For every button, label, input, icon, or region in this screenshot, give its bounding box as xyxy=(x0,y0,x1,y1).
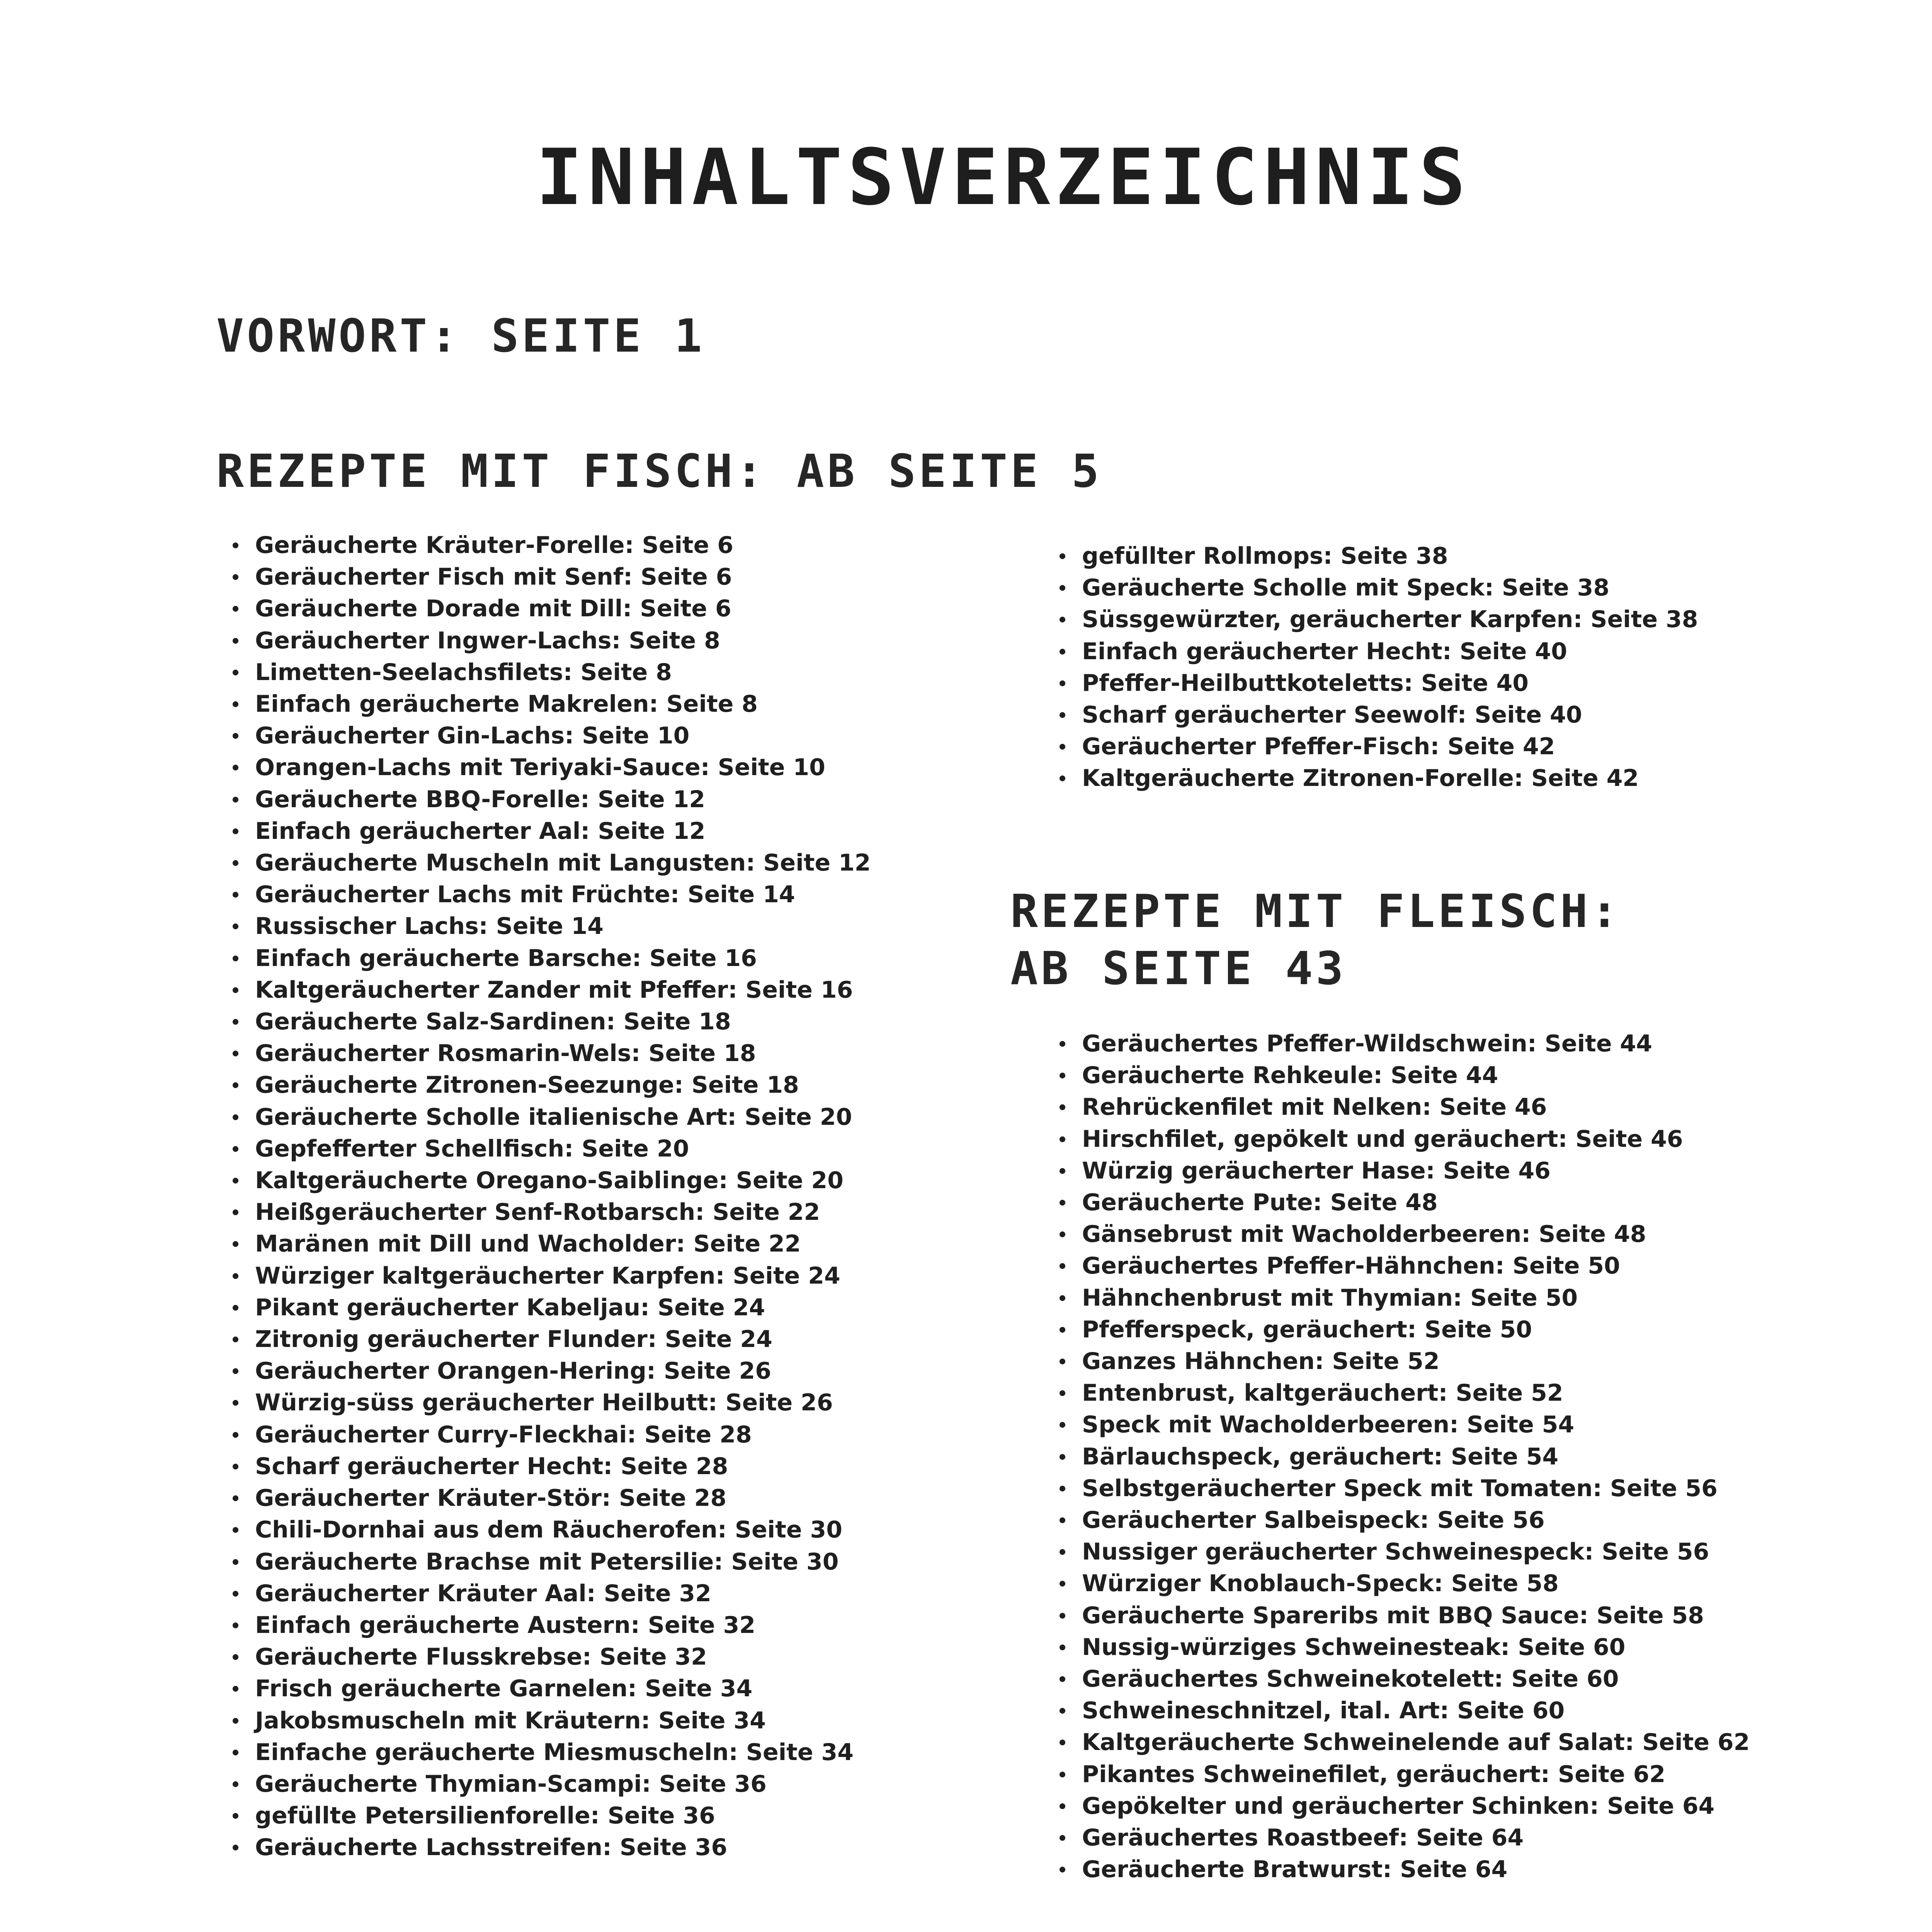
toc-entry-text: Scharf geräucherter Hecht: Seite 28 xyxy=(255,1452,728,1480)
fleisch-heading-line2: AB SEITE 43 xyxy=(1010,941,1347,995)
toc-entry xyxy=(224,1165,871,1196)
toc-entry-text: Gepökelter und geräucherter Schinken: Seite 64 xyxy=(1082,1792,1715,1820)
toc-entry xyxy=(224,974,871,1006)
toc-entry xyxy=(224,720,871,752)
toc-entry-text: Geräucherte Muscheln mit Langusten: Seite 12 xyxy=(255,849,871,877)
toc-entry-text: Geräucherter Curry-Fleckhai: Seite 28 xyxy=(255,1421,752,1448)
toc-entry xyxy=(224,1260,871,1292)
toc-entry xyxy=(224,1673,871,1704)
bullet-icon xyxy=(1060,1772,1065,1777)
toc-entry-text: Nussiger geräucherter Schweinespeck: Seite 56 xyxy=(1082,1538,1709,1566)
bullet-icon xyxy=(233,1305,238,1311)
bullet-icon xyxy=(1060,680,1065,686)
toc-entry xyxy=(224,656,871,688)
toc-entry xyxy=(224,1228,871,1260)
toc-entry xyxy=(224,1133,871,1165)
toc-entry-text: Geräucherte Pute: Seite 48 xyxy=(1082,1189,1438,1216)
toc-entry xyxy=(224,1292,871,1323)
toc-entry-text: Entenbrust, kaltgeräuchert: Seite 52 xyxy=(1082,1379,1563,1407)
toc-entry xyxy=(1051,1314,1750,1345)
toc-entry xyxy=(224,1006,871,1037)
bullet-icon xyxy=(233,1368,238,1374)
bullet-icon xyxy=(233,670,238,675)
bullet-icon xyxy=(233,1178,238,1184)
toc-entry xyxy=(1051,1409,1750,1440)
toc-entry-text: Scharf geräucherter Seewolf: Seite 40 xyxy=(1082,701,1582,729)
bullet-icon xyxy=(233,574,238,580)
bullet-icon xyxy=(233,1654,238,1660)
fisch-list-right xyxy=(1051,540,1698,794)
toc-entry-text: Geräucherter Salbeispeck: Seite 56 xyxy=(1082,1507,1545,1534)
toc-entry-text: Geräucherter Orangen-Hering: Seite 26 xyxy=(255,1357,772,1385)
toc-entry-text: Geräucherte Spareribs mit BBQ Sauce: Seite 58 xyxy=(1082,1602,1704,1629)
toc-entry xyxy=(224,1355,871,1387)
toc-entry xyxy=(224,1419,871,1451)
toc-entry-text: Kaltgeräucherte Zitronen-Forelle: Seite 42 xyxy=(1082,765,1639,792)
bullet-icon xyxy=(1060,1041,1065,1047)
bullet-icon xyxy=(1060,1073,1065,1078)
toc-entry-text: Würziger kaltgeräucherter Karpfen: Seite 24 xyxy=(255,1262,840,1289)
toc-entry-text: Würziger Knoblauch-Speck: Seite 58 xyxy=(1082,1570,1559,1597)
toc-entry-text: Geräucherter Fisch mit Senf: Seite 6 xyxy=(255,563,732,591)
toc-entry-text: gefüllter Rollmops: Seite 38 xyxy=(1082,543,1448,570)
toc-entry-text: Geräucherte Thymian-Scampi: Seite 36 xyxy=(255,1770,767,1798)
toc-entry xyxy=(1051,1091,1750,1123)
toc-entry-text: Hirschfilet, gepökelt und geräuchert: Seite 46 xyxy=(1082,1125,1683,1153)
toc-entry-text: Geräucherte Scholle mit Speck: Seite 38 xyxy=(1082,574,1610,602)
toc-entry xyxy=(1051,1663,1750,1695)
toc-entry-text: Pikant geräucherter Kabeljau: Seite 24 xyxy=(255,1294,765,1321)
toc-entry xyxy=(1051,1218,1750,1250)
toc-entry xyxy=(224,1387,871,1418)
toc-entry xyxy=(1051,1504,1750,1536)
toc-entry-text: Geräucherter Lachs mit Früchte: Seite 14 xyxy=(255,881,795,908)
bullet-icon xyxy=(233,1622,238,1628)
toc-entry-text: Zitronig geräucherter Flunder: Seite 24 xyxy=(255,1326,772,1353)
toc-entry xyxy=(224,784,871,815)
toc-entry-text: Einfach geräucherter Hecht: Seite 40 xyxy=(1082,638,1567,665)
toc-entry-text: Kaltgeräucherte Schweinelende auf Salat: Seite 62 xyxy=(1082,1729,1750,1756)
toc-entry xyxy=(224,1832,871,1863)
fleisch-heading-line1: REZEPTE MIT FLEISCH: xyxy=(1010,884,1621,938)
toc-entry-text: Russischer Lachs: Seite 14 xyxy=(255,913,604,940)
toc-entry xyxy=(224,1800,871,1832)
toc-entry-text: Limetten-Seelachsfilets: Seite 8 xyxy=(255,658,672,686)
bullet-icon xyxy=(233,1400,238,1406)
bullet-icon xyxy=(233,1781,238,1787)
toc-entry-text: Gänsebrust mit Wacholderbeeren: Seite 48 xyxy=(1082,1221,1646,1248)
bullet-icon xyxy=(1060,776,1065,781)
toc-entry-text: Geräucherter Ingwer-Lachs: Seite 8 xyxy=(255,627,720,654)
toc-entry-text: Geräucherte Kräuter-Forelle: Seite 6 xyxy=(255,532,733,559)
toc-entry xyxy=(1051,1441,1750,1473)
bullet-icon xyxy=(233,1082,238,1088)
toc-entry-text: Einfach geräucherte Austern: Seite 32 xyxy=(255,1611,755,1639)
bullet-icon xyxy=(233,638,238,644)
bullet-icon xyxy=(1060,649,1065,655)
bullet-icon xyxy=(233,1591,238,1597)
bullet-icon xyxy=(233,1019,238,1025)
toc-entry xyxy=(224,529,871,561)
toc-entry xyxy=(1051,1155,1750,1187)
toc-entry xyxy=(1051,1695,1750,1726)
toc-entry-text: Geräuchertes Roastbeef: Seite 64 xyxy=(1082,1824,1524,1852)
toc-entry-text: Pfeffer-Heilbuttkoteletts: Seite 40 xyxy=(1082,669,1529,697)
bullet-icon xyxy=(233,956,238,961)
toc-entry-text: Würzig-süss geräucherter Heilbutt: Seite 26 xyxy=(255,1389,833,1417)
toc-entry-text: Geräucherte Flusskrebse: Seite 32 xyxy=(255,1643,707,1671)
bullet-icon xyxy=(233,1845,238,1850)
toc-entry-text: Geräucherte Zitronen-Seezunge: Seite 18 xyxy=(255,1071,799,1099)
toc-entry-text: Speck mit Wacholderbeeren: Seite 54 xyxy=(1082,1411,1575,1439)
toc-entry-text: Geräucherte Scholle italienische Art: Seite 20 xyxy=(255,1103,852,1131)
bullet-icon xyxy=(1060,1390,1065,1396)
toc-entry xyxy=(224,752,871,783)
toc-entry-text: Heißgeräucherter Senf-Rotbarsch: Seite 22 xyxy=(255,1199,820,1226)
bullet-icon xyxy=(233,1114,238,1120)
fisch-list-left xyxy=(224,529,871,1864)
toc-entry xyxy=(224,1037,871,1069)
toc-entry-text: Orangen-Lachs mit Teriyaki-Sauce: Seite 10 xyxy=(255,754,825,781)
toc-entry xyxy=(224,910,871,942)
toc-entry xyxy=(224,1514,871,1546)
bullet-icon xyxy=(1060,553,1065,559)
bullet-icon xyxy=(1060,585,1065,591)
toc-entry xyxy=(224,1736,871,1768)
toc-entry xyxy=(1051,1568,1750,1599)
fleisch-section-heading xyxy=(1010,883,1621,997)
toc-entry xyxy=(224,1196,871,1228)
toc-entry xyxy=(1051,1854,1750,1885)
bullet-icon xyxy=(233,797,238,803)
toc-entry-text: Geräucherte Salz-Sardinen: Seite 18 xyxy=(255,1008,731,1036)
toc-entry xyxy=(224,593,871,624)
toc-entry xyxy=(1051,1822,1750,1854)
toc-entry-text: Hähnchenbrust mit Thymian: Seite 50 xyxy=(1082,1284,1578,1311)
toc-entry xyxy=(224,1768,871,1800)
bullet-icon xyxy=(233,1051,238,1056)
toc-entry-text: Schweineschnitzel, ital. Art: Seite 60 xyxy=(1082,1697,1565,1725)
toc-entry-text: Pikantes Schweinefilet, geräuchert: Seite 62 xyxy=(1082,1760,1666,1788)
bullet-icon xyxy=(1060,1676,1065,1682)
toc-entry xyxy=(224,847,871,879)
bullet-icon xyxy=(233,701,238,707)
bullet-icon xyxy=(1060,1581,1065,1587)
toc-entry-text: Jakobsmuscheln mit Kräutern: Seite 34 xyxy=(255,1707,766,1734)
bullet-icon xyxy=(233,828,238,834)
bullet-icon xyxy=(1060,1263,1065,1269)
fisch-section-heading: REZEPTE MIT FISCH: AB SEITE 5 xyxy=(216,444,1102,498)
toc-entry xyxy=(224,942,871,974)
toc-entry-text: Geräucherte Bratwurst: Seite 64 xyxy=(1082,1856,1508,1883)
toc-entry-text: Geräuchertes Pfeffer-Wildschwein: Seite 44 xyxy=(1082,1030,1652,1057)
bullet-icon xyxy=(1060,1168,1065,1174)
bullet-icon xyxy=(1060,1327,1065,1333)
toc-entry xyxy=(224,561,871,593)
toc-entry-text: Geräucherte Brachse mit Petersilie: Seite 30 xyxy=(255,1548,839,1575)
toc-entry-text: Einfach geräucherte Barsche: Seite 16 xyxy=(255,944,757,972)
toc-entry xyxy=(224,815,871,847)
bullet-icon xyxy=(233,1686,238,1692)
bullet-icon xyxy=(233,1718,238,1724)
fleisch-list xyxy=(1051,1028,1750,1885)
toc-entry-text: Einfach geräucherter Aal: Seite 12 xyxy=(255,817,706,845)
bullet-icon xyxy=(1060,1867,1065,1872)
toc-entry xyxy=(1051,1600,1750,1631)
toc-entry-text: Nussig-würziges Schweinesteak: Seite 60 xyxy=(1082,1633,1626,1661)
toc-entry-text: Pfefferspeck, geräuchert: Seite 50 xyxy=(1082,1316,1532,1343)
bullet-icon xyxy=(1060,744,1065,750)
toc-entry xyxy=(1051,762,1698,794)
toc-entry xyxy=(224,688,871,720)
toc-entry xyxy=(1051,1726,1750,1758)
toc-entry-text: Einfach geräucherte Makrelen: Seite 8 xyxy=(255,690,758,718)
bullet-icon xyxy=(233,1813,238,1819)
bullet-icon xyxy=(1060,617,1065,622)
toc-entry-text: Einfache geräucherte Miesmuscheln: Seite 34 xyxy=(255,1738,854,1766)
bullet-icon xyxy=(233,1527,238,1533)
toc-entry-text: Selbstgeräucherter Speck mit Tomaten: Seite 56 xyxy=(1082,1475,1718,1502)
bullet-icon xyxy=(233,606,238,612)
toc-entry xyxy=(1051,1060,1750,1091)
bullet-icon xyxy=(1060,1645,1065,1650)
bullet-icon xyxy=(233,987,238,993)
bullet-icon xyxy=(1060,1613,1065,1619)
toc-entry xyxy=(224,1641,871,1673)
bullet-icon xyxy=(1060,1359,1065,1364)
toc-entry-text: Chili-Dornhai aus dem Räucherofen: Seite 30 xyxy=(255,1516,843,1544)
bullet-icon xyxy=(233,733,238,739)
bullet-icon xyxy=(1060,1517,1065,1523)
bullet-icon xyxy=(233,1337,238,1342)
bullet-icon xyxy=(233,1273,238,1279)
toc-entry-text: Bärlauchspeck, geräuchert: Seite 54 xyxy=(1082,1443,1559,1470)
bullet-icon xyxy=(233,1495,238,1501)
toc-entry-text: Ganzes Hähnchen: Seite 52 xyxy=(1082,1348,1440,1375)
toc-entry-text: Frisch geräucherte Garnelen: Seite 34 xyxy=(255,1675,753,1702)
bullet-icon xyxy=(233,1559,238,1565)
toc-entry-text: Geräucherte Lachsstreifen: Seite 36 xyxy=(255,1834,728,1861)
bullet-icon xyxy=(1060,1549,1065,1555)
toc-entry xyxy=(1051,1377,1750,1409)
toc-entry-text: Geräucherter Rosmarin-Wels: Seite 18 xyxy=(255,1040,756,1067)
toc-entry-text: Kaltgeräucherte Oregano-Saiblinge: Seite 20 xyxy=(255,1167,844,1194)
bullet-icon xyxy=(1060,1104,1065,1110)
toc-entry xyxy=(1051,731,1698,762)
toc-entry xyxy=(1051,1631,1750,1663)
toc-entry-text: Kaltgeräucherter Zander mit Pfeffer: Seite 16 xyxy=(255,976,853,1003)
bullet-icon xyxy=(1060,1422,1065,1428)
toc-entry-text: Geräucherte Rehkeule: Seite 44 xyxy=(1082,1062,1498,1089)
toc-entry-text: gefüllte Petersilienforelle: Seite 36 xyxy=(255,1802,715,1830)
bullet-icon xyxy=(233,860,238,866)
toc-entry-text: Geräucherter Gin-Lachs: Seite 10 xyxy=(255,722,690,750)
toc-entry-text: Maränen mit Dill und Wacholder: Seite 22 xyxy=(255,1230,801,1258)
bullet-icon xyxy=(233,1464,238,1469)
bullet-icon xyxy=(1060,1486,1065,1492)
toc-entry-text: Geräucherter Pfeffer-Fisch: Seite 42 xyxy=(1082,733,1555,760)
bullet-icon xyxy=(233,1209,238,1215)
toc-entry-text: Geräuchertes Schweinekotelett: Seite 60 xyxy=(1082,1665,1619,1693)
toc-entry xyxy=(1051,1345,1750,1377)
toc-entry xyxy=(1051,1250,1750,1282)
bullet-icon xyxy=(233,765,238,770)
toc-entry xyxy=(224,1546,871,1578)
vorwort-heading: VORWORT: SEITE 1 xyxy=(216,309,705,362)
bullet-icon xyxy=(233,892,238,898)
bullet-icon xyxy=(1060,1835,1065,1841)
toc-entry xyxy=(1051,1536,1750,1568)
toc-entry xyxy=(224,1451,871,1482)
bullet-icon xyxy=(233,1432,238,1438)
bullet-icon xyxy=(1060,1454,1065,1460)
toc-entry xyxy=(224,1482,871,1514)
toc-entry xyxy=(1051,1473,1750,1504)
bullet-icon xyxy=(1060,1740,1065,1745)
toc-entry xyxy=(1051,1187,1750,1218)
toc-entry-text: Süssgewürzter, geräucherter Karpfen: Seite 38 xyxy=(1082,606,1698,633)
toc-entry-text: Rehrückenfilet mit Nelken: Seite 46 xyxy=(1082,1094,1547,1121)
toc-entry xyxy=(224,625,871,656)
toc-entry xyxy=(1051,572,1698,604)
toc-entry-text: Gepfefferter Schellfisch: Seite 20 xyxy=(255,1135,689,1162)
bullet-icon xyxy=(1060,1231,1065,1237)
toc-entry-text: Geräucherte Dorade mit Dill: Seite 6 xyxy=(255,595,731,622)
page-title: INHALTSVERZEICHNIS xyxy=(536,133,1471,223)
toc-entry-text: Würzig geräucherter Hase: Seite 46 xyxy=(1082,1157,1551,1184)
bullet-icon xyxy=(1060,1708,1065,1714)
toc-entry xyxy=(1051,699,1698,731)
toc-entry-text: Geräuchertes Pfeffer-Hähnchen: Seite 50 xyxy=(1082,1252,1620,1280)
toc-entry xyxy=(1051,1759,1750,1790)
toc-entry-text: Geräucherte BBQ-Forelle: Seite 12 xyxy=(255,786,706,813)
toc-entry xyxy=(1051,1282,1750,1314)
bullet-icon xyxy=(233,1750,238,1755)
toc-entry xyxy=(1051,1123,1750,1155)
toc-entry xyxy=(224,1101,871,1133)
toc-entry xyxy=(1051,604,1698,635)
bullet-icon xyxy=(1060,1295,1065,1301)
toc-entry xyxy=(224,1705,871,1736)
toc-entry xyxy=(224,1578,871,1609)
bullet-icon xyxy=(1060,1803,1065,1809)
bullet-icon xyxy=(233,1146,238,1152)
toc-entry xyxy=(224,1323,871,1355)
toc-entry-text: Geräucherter Kräuter-Stör: Seite 28 xyxy=(255,1485,727,1512)
toc-entry xyxy=(224,1609,871,1641)
toc-entry xyxy=(1051,540,1698,572)
bullet-icon xyxy=(233,1241,238,1247)
bullet-icon xyxy=(233,923,238,929)
bullet-icon xyxy=(233,543,238,548)
toc-entry xyxy=(1051,636,1698,667)
bullet-icon xyxy=(1060,712,1065,718)
toc-entry xyxy=(1051,667,1698,699)
toc-entry xyxy=(224,1069,871,1101)
toc-entry xyxy=(1051,1028,1750,1060)
toc-entry-text: Geräucherter Kräuter Aal: Seite 32 xyxy=(255,1580,711,1607)
bullet-icon xyxy=(1060,1200,1065,1206)
bullet-icon xyxy=(1060,1136,1065,1142)
toc-entry xyxy=(1051,1790,1750,1822)
toc-entry xyxy=(224,879,871,910)
